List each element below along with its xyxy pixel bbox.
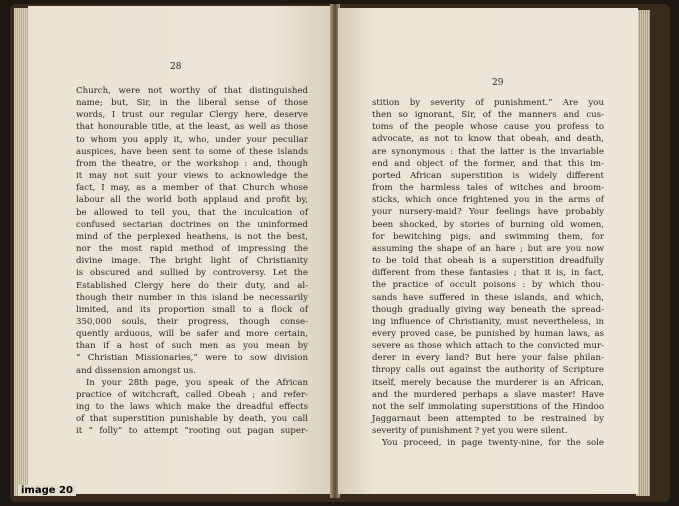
text-line: and dissension amongst us. xyxy=(76,365,196,376)
page-edges-left xyxy=(14,8,28,496)
right-page xyxy=(338,8,638,494)
text-line: severe as those which attach to the convicted mur- xyxy=(372,341,604,352)
text-line: sands have suffered in these islands, and which, xyxy=(372,292,604,303)
text-line: nor the most rapid method of impressing the xyxy=(76,244,308,255)
text-line: limited, and its proportion small to a flock of xyxy=(76,304,308,315)
text-line: itself, merely because the murderer is an African, xyxy=(372,377,604,388)
text-line: not the self immolating superstitions of the Hindoo xyxy=(372,401,604,412)
text-line: toms of the people whose cause you profess to xyxy=(372,122,604,133)
text-line: advocate, as not to know that obeah, and death, xyxy=(372,134,604,145)
text-line: your nursery-maid? Your feelings have probably xyxy=(372,207,604,218)
text-line: every proved case, be punished by human laws, as xyxy=(372,328,604,339)
left-page xyxy=(28,6,332,494)
text-line: You proceed, in page twenty-nine, for the sole xyxy=(382,438,604,449)
text-line: derer in every land? But here your false philan- xyxy=(372,353,604,364)
text-line: though gradually giving way beneath the spread- xyxy=(372,304,604,315)
text-line: assuming the shape of an hare ; but are you now xyxy=(372,243,604,254)
text-line: labour all the world both applaud and profit by, xyxy=(76,195,308,206)
text-line: ing to the laws which make the dreadful effects xyxy=(76,402,308,413)
text-line: end and object of the former, and that this im- xyxy=(372,158,604,169)
image-caption: image 20 xyxy=(18,485,76,496)
text-line: ported African superstition is widely different xyxy=(372,170,604,181)
text-line: than if a host of such men as you mean by xyxy=(76,341,308,352)
right-page-text xyxy=(372,97,604,450)
text-line: confused sectarian doctrines on the uninformed xyxy=(76,219,308,230)
text-line: it may not suit your views to acknowledge the xyxy=(76,171,308,182)
text-line: from the harmless tales of witches and broom- xyxy=(372,183,604,194)
text-line: “ Christian Missionaries,” were to sow division xyxy=(76,353,308,364)
text-line: the practice of occult poisons : by which thou- xyxy=(372,280,604,291)
text-line: be allowed to tell you, that the inculcation of xyxy=(76,207,308,218)
text-line: sticks, which once frightened you in the arms of xyxy=(372,195,604,206)
text-line: In your 28th page, you speak of the African xyxy=(86,377,308,388)
text-line: are synonymous : that the latter is the invariable xyxy=(372,146,604,157)
text-line: stition by severity of punishment.” Are you xyxy=(372,98,604,108)
text-line: is obscured and sullied by controversy. Let the xyxy=(76,268,308,279)
text-line: severity of punishment ? yet you were silent. xyxy=(372,426,568,437)
left-page-number: 28 xyxy=(170,62,182,72)
text-line: Church, were not worthy of that distinguished xyxy=(76,86,308,96)
text-line: Jaggarnaut been attempted to be restrained by xyxy=(372,414,604,425)
text-line: though their number in this island be necessarily xyxy=(76,292,308,303)
text-line: of that superstition punishable by death, you call xyxy=(76,414,308,425)
page-edges-right xyxy=(636,10,650,496)
text-line: it “ folly” to attempt “rooting out pagan super- xyxy=(76,426,308,437)
text-line: words, I trust our regular Clergy here, deserve xyxy=(76,110,308,121)
text-line: 350,000 souls, their progress, though conse- xyxy=(76,316,308,327)
text-line: fact, I may, as a member of that Church whose xyxy=(76,183,308,194)
text-line: to be told that obeah is a superstition dreadfully xyxy=(372,256,604,267)
text-line: and the murdered perhaps a slave master! Have xyxy=(372,389,604,400)
text-line: been shocked, by stories of burning old women, xyxy=(372,219,604,230)
text-line: ing influence of Christianity, must nevertheless, in xyxy=(372,316,604,327)
text-line: thropy calls out against the authority of Scripture xyxy=(372,365,604,376)
text-line: to whom you apply it, who, under your peculiar xyxy=(76,134,308,145)
text-line: different from these fantasies ; that it is, in fact, xyxy=(372,268,604,279)
text-line: then so ignorant, Sir, of the manners and cus- xyxy=(372,110,604,121)
text-line: for bewitching pigs, and swimming them, for xyxy=(372,231,604,242)
text-line: quently arduous, will be safer and more certain, xyxy=(76,329,308,340)
left-page-text xyxy=(76,85,308,438)
text-line: mind of the perplexed heathens, is not the best, xyxy=(76,231,308,242)
text-line: Established Clergy here do their duty, and al- xyxy=(76,280,308,291)
text-line: from the theatre, or the workshop : and, though xyxy=(76,158,308,169)
text-line: auspices, have been sent to some of these islands xyxy=(76,146,308,157)
text-line: name; but, Sir, in the liberal sense of those xyxy=(76,98,308,109)
text-line: divine image. The bright light of Christianity xyxy=(76,256,308,267)
text-line: that honourable title, at the least, as well as those xyxy=(76,122,308,133)
right-page-number: 29 xyxy=(492,78,504,88)
text-line: practice of witchcraft, called Obeah ; and refer- xyxy=(76,389,308,400)
